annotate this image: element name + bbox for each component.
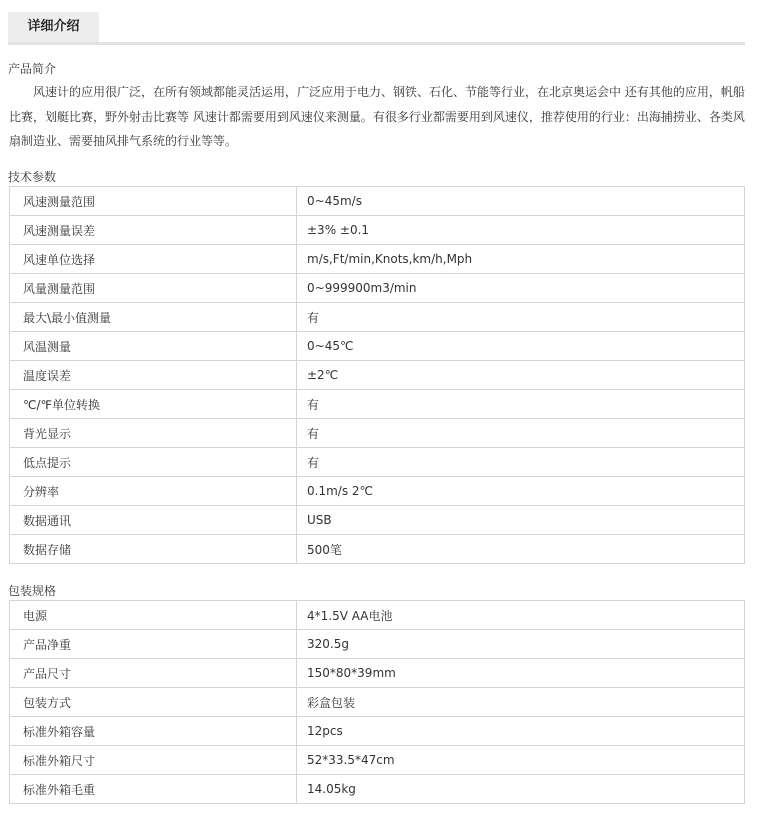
pack-label: 标准外箱毛重 — [10, 775, 297, 804]
pack-value: 12pcs — [297, 717, 745, 746]
table-row — [10, 630, 745, 659]
intro-paragraph: 风速计的应用很广泛，在所有领域都能灵活运用，广泛应用于电力、钢铁、石化、节能等行业，在北京奥运会中 还有其他的应用，帆船比赛，划艇比赛，野外射击比赛等 风速计都需要用到风速仪来测量。有很多行业都需要用到风速仪，推荐使用的行业：出海捕捞业、各类风扇制造业、需要抽风排气系统的行业等等。 — [9, 85, 745, 148]
table-row — [10, 659, 745, 688]
pack-value: 150*80*39mm — [297, 659, 745, 688]
packaging-heading: 包装规格 — [8, 584, 57, 598]
table-row — [10, 601, 745, 630]
table-row — [10, 245, 745, 274]
spec-value: 有 — [297, 303, 745, 332]
pack-value: 14.05kg — [297, 775, 745, 804]
pack-value: 4*1.5V AA电池 — [297, 601, 745, 630]
table-row — [10, 535, 745, 564]
spec-label: 低点提示 — [10, 448, 297, 477]
table-row — [10, 303, 745, 332]
table-row — [10, 717, 745, 746]
spec-label: 分辨率 — [10, 477, 297, 506]
table-row — [10, 775, 745, 804]
table-row — [10, 216, 745, 245]
packaging-table — [9, 600, 745, 804]
table-row — [10, 332, 745, 361]
table-row — [10, 506, 745, 535]
table-row — [10, 746, 745, 775]
pack-value: 彩盒包装 — [297, 688, 745, 717]
pack-label: 标准外箱尺寸 — [10, 746, 297, 775]
pack-label: 产品净重 — [10, 630, 297, 659]
spec-value: 0~999900m3/min — [297, 274, 745, 303]
spec-value: 0.1m/s 2℃ — [297, 477, 745, 506]
pack-label: 标准外箱容量 — [10, 717, 297, 746]
spec-value: ±3% ±0.1 — [297, 216, 745, 245]
spec-value: 500笔 — [297, 535, 745, 564]
spec-label: 温度误差 — [10, 361, 297, 390]
spec-value: 0~45℃ — [297, 332, 745, 361]
table-row — [10, 448, 745, 477]
pack-label: 产品尺寸 — [10, 659, 297, 688]
spec-label: 风速单位选择 — [10, 245, 297, 274]
spec-label: 数据通讯 — [10, 506, 297, 535]
tech-specs-table — [9, 186, 745, 564]
tab-detail-intro[interactable]: 详细介绍 — [8, 12, 99, 42]
table-row — [10, 361, 745, 390]
table-row — [10, 688, 745, 717]
tech-specs-heading: 技术参数 — [8, 170, 57, 184]
spec-label: 风量测量范围 — [10, 274, 297, 303]
table-row — [10, 477, 745, 506]
spec-value: 0~45m/s — [297, 187, 745, 216]
detail-tab-bar — [8, 12, 745, 45]
spec-value: m/s,Ft/min,Knots,km/h,Mph — [297, 245, 745, 274]
table-row — [10, 419, 745, 448]
spec-label: ℃/℉单位转换 — [10, 390, 297, 419]
spec-label: 背光显示 — [10, 419, 297, 448]
intro-heading: 产品简介 — [8, 62, 57, 76]
pack-value: 320.5g — [297, 630, 745, 659]
table-row — [10, 274, 745, 303]
spec-value: 有 — [297, 419, 745, 448]
spec-value: ±2℃ — [297, 361, 745, 390]
spec-label: 风速测量范围 — [10, 187, 297, 216]
spec-label: 风速测量误差 — [10, 216, 297, 245]
pack-label: 电源 — [10, 601, 297, 630]
spec-label: 数据存储 — [10, 535, 297, 564]
table-row — [10, 390, 745, 419]
pack-value: 52*33.5*47cm — [297, 746, 745, 775]
spec-label: 最大\最小值测量 — [10, 303, 297, 332]
table-row — [10, 187, 745, 216]
spec-value: 有 — [297, 390, 745, 419]
spec-label: 风温测量 — [10, 332, 297, 361]
spec-value: USB — [297, 506, 745, 535]
pack-label: 包装方式 — [10, 688, 297, 717]
spec-value: 有 — [297, 448, 745, 477]
